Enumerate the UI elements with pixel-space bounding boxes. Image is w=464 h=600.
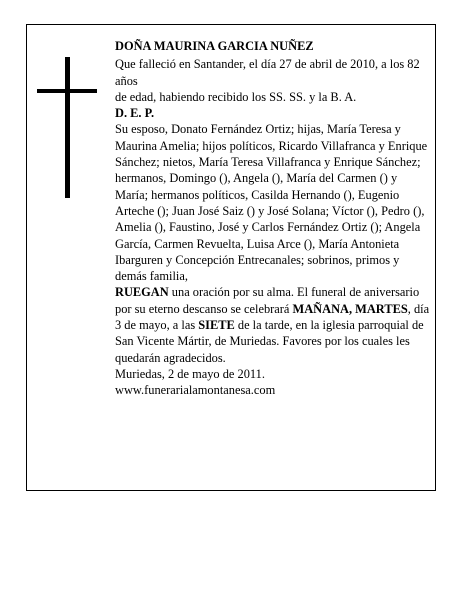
notice-body: [115, 38, 433, 399]
obituary-notice: [26, 24, 436, 491]
funeral-details: [115, 284, 433, 365]
dep-line: D. E. P.: [115, 106, 155, 121]
funeral-location: de la tarde, en la iglesia parroquial de San Vicente Mártir, de Muriedas. Favores por los cuales les quedarán agradecidos.: [115, 318, 424, 365]
family-list: Su esposo, Donato Fernández Ortiz; hijas, María Teresa y Maurina Amelia; hijos políticos, Ricardo Villafranca y Enrique Sánchez; nietos, María Teresa Villafranca y Enrique Sánchez; hermanos, Domingo (), Angela (), María del Carmen () y María; hermanos políticos, Casilda Hernando (), Eugenio Arteche (); Juan José Saiz () y José Solana; Víctor (), Pedro (), Amelia (), Faustino, José y Carlos Fernández Ortiz (); Angela García, Carmen Revuelta, Luisa Arce (), María Antonieta Ibarguren y Concepción Entrecanales; sobrinos, primos y demás familia,: [115, 122, 428, 284]
death-announcement-cont: de edad, habiendo recibido los SS. SS. y la B. A.: [115, 89, 357, 104]
ruegan-text: una oración por su alma. El funeral de aniversario por su eterno descanso se celebrará: [115, 285, 420, 316]
ruegan-label: RUEGAN: [115, 285, 169, 300]
funeral-date: , día 3 de mayo, a las: [115, 301, 430, 333]
death-announcement: [115, 56, 433, 89]
place-date: Muriedas, 2 de mayo de 2011.: [115, 366, 265, 381]
funeral-day: MAÑANA, MARTES: [292, 301, 408, 316]
deceased-name: DOÑA MAURINA GARCIA NUÑEZ: [115, 39, 314, 53]
cross-vertical-bar: [65, 57, 70, 198]
funeral-hour: SIETE: [198, 318, 235, 333]
cross-horizontal-bar: [37, 89, 97, 93]
death-line-1: Que falleció en Santander, el día 27 de abril de 2010, a los 82 años: [115, 57, 420, 88]
website-link[interactable]: www.funerarialamontanesa.com: [115, 383, 276, 398]
